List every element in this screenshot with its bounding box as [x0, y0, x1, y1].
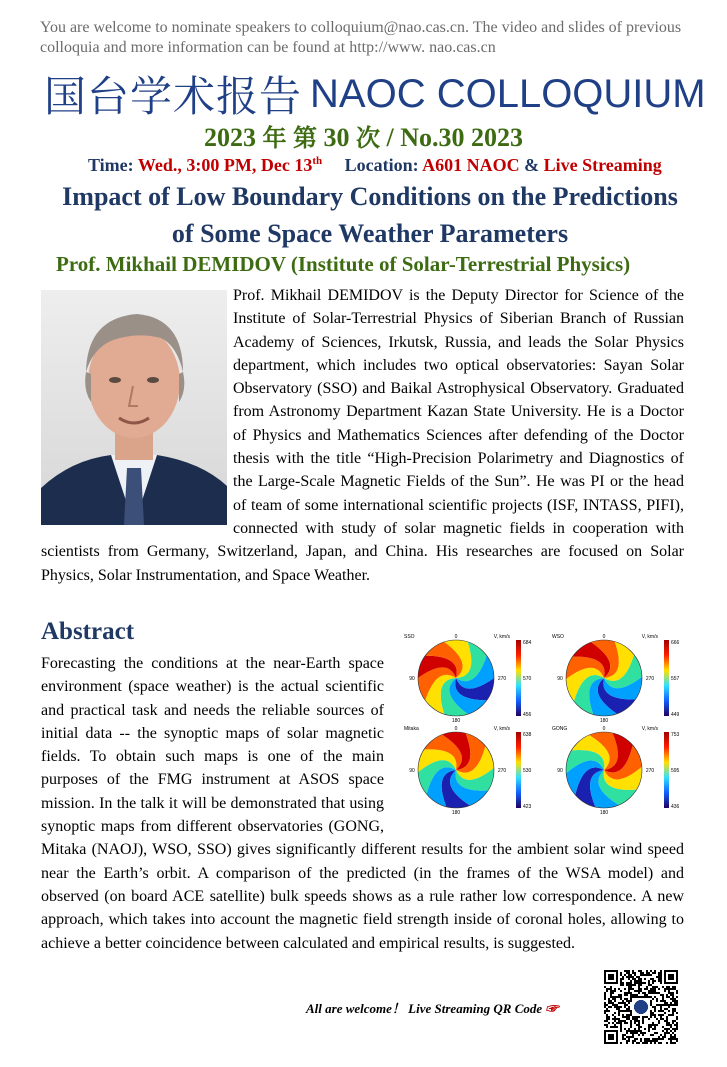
abstract-text: Forecasting the conditions at the near-Earth space environment (space weather) is the actual scientific and practical task and needs the reliable sources of initial data -- the synoptic maps of solar magnetic fields. To obtain such maps is one of the main purposes of the FMG instrument at ASOS space mission. In the talk it will be demonstrated that using synoptic maps from different observatories (GONG, Mitaka (NAOJ), WSO, SSO) gives significantly different results for the ambient solar wind speed near the Earth’s orbit. A comparison of the predicted (in the frames of the WSA model) and observed (on board ACE satellite) bulk speeds shows as a rule rather low correspondence. A new approach, which takes into account the magnetic field strength inside of coronal holes, allowing to achieve a better coincidence between calculated and empirical results, is suggested.	[41, 655, 684, 952]
map-unit: V, km/s	[493, 634, 510, 640]
map-tick-right: 270	[497, 768, 507, 774]
talk-title	[20, 178, 720, 252]
map-tick-left: 90	[409, 676, 415, 682]
nomination-intro: You are welcome to nominate speakers to colloquium@nao.cas.cn. The video and slides of previous colloquia and more information can be found at http://www. nao.cas.cn	[40, 19, 682, 56]
synoptic-map-wso	[552, 634, 680, 724]
map-scale-min: 449	[671, 712, 680, 718]
map-tick-top: 0	[454, 726, 458, 732]
map-unit: V, km/s	[641, 634, 658, 640]
map-scale-mid: 557	[671, 676, 680, 682]
location-value: A601 NAOC	[422, 155, 520, 175]
talk-title-line2: of Some Space Weather Parameters	[171, 219, 569, 248]
issue-ci: 次	[356, 124, 380, 152]
speaker-bio-text: Prof. Mikhail DEMIDOV is the Deputy Director for Science of the Institute of Solar-Terrestrial Physics of Siberian Branch of Russian Academy of Sciences, Irkutsk, Russia, and leads the Solar Physics department, which includes two optical observatories: Sayan Solar Observatory (SSO) and Baikal Astrophysical Observatory. Graduated from Astronomy Department Kazan State University. He is a Doctor of Physics and Mathematics Sciences after defending of the Doctor thesis with the title “High-Precision Polarimetry and Diagnostics of the Large-Scale Magnetic Fields of the Sun”. He was PI or the head of team of some international scientific projects (ISF, INTASS, PIFI), connected with study of solar magnetic fields in cooperation with scientists from Germany, Switzerland, Japan, and China. His researches are focused on Solar Physics, Solar Instrumentation, and Space Weather.	[41, 287, 684, 584]
synoptic-maps-figure	[398, 630, 692, 816]
issue-line	[0, 118, 727, 153]
map-colorbar	[516, 732, 521, 808]
speaker-photo	[41, 290, 227, 525]
colloquium-header	[44, 64, 704, 120]
map-scale-max: 666	[671, 640, 680, 646]
time-value: Wed., 3:00 PM, Dec 13	[137, 155, 313, 175]
header-cn-title: 国台学术报告	[44, 72, 303, 121]
synoptic-map-gong	[552, 726, 680, 816]
synoptic-map-mitaka	[404, 726, 532, 816]
location-label: Location:	[344, 155, 419, 175]
map-scale-max: 638	[523, 732, 532, 738]
map-colorbar	[664, 732, 669, 808]
map-tick-bottom: 180	[451, 810, 461, 816]
map-colorbar	[664, 640, 669, 716]
map-unit: V, km/s	[641, 726, 658, 732]
map-scale-min: 456	[523, 712, 532, 718]
hand-pointing-right-icon: ☞	[545, 1001, 559, 1016]
issue-year: 2023	[204, 123, 256, 152]
map-tick-left: 90	[409, 768, 415, 774]
map-name: WSO	[552, 634, 564, 640]
time-label: Time:	[88, 155, 134, 175]
map-scale-mid: 595	[671, 768, 680, 774]
header-en-title: NAOC COLLOQUIUM	[310, 71, 706, 116]
map-tick-right: 270	[497, 676, 507, 682]
map-name: Mitaka	[404, 726, 419, 732]
map-tick-top: 0	[602, 726, 606, 732]
map-tick-top: 0	[602, 634, 606, 640]
map-scale-max: 753	[671, 732, 680, 738]
live-streaming-qr-code[interactable]	[604, 970, 678, 1044]
map-name: GONG	[552, 726, 568, 732]
map-scale-min: 436	[671, 804, 680, 810]
issue-di: 第	[293, 124, 317, 152]
time-location-line	[88, 155, 708, 176]
welcome-note	[306, 998, 558, 1017]
map-tick-right: 270	[645, 768, 655, 774]
location-amp: &	[524, 155, 540, 175]
abstract-heading: Abstract	[41, 618, 135, 645]
map-scale-min: 423	[523, 804, 532, 810]
live-streaming-label: Live Streaming	[543, 155, 662, 175]
map-tick-bottom: 180	[599, 718, 609, 724]
map-tick-bottom: 180	[451, 718, 461, 724]
issue-number: 30	[323, 123, 350, 152]
map-tick-left: 90	[557, 676, 563, 682]
welcome-text: All are welcome！ Live Streaming QR Code	[306, 1001, 543, 1016]
map-scale-mid: 570	[523, 676, 532, 682]
time-sup: th	[312, 155, 323, 167]
map-unit: V, km/s	[493, 726, 510, 732]
map-scale-max: 684	[523, 640, 532, 646]
issue-rest: / No.30 2023	[386, 123, 523, 152]
issue-nian: 年	[262, 124, 287, 152]
map-tick-top: 0	[454, 634, 458, 640]
synoptic-map-sso	[404, 634, 532, 724]
talk-title-line1: Impact of Low Boundary Conditions on the Predictions	[62, 182, 678, 211]
map-tick-left: 90	[557, 768, 563, 774]
map-name: SSO	[404, 634, 415, 640]
map-scale-mid: 530	[523, 768, 532, 774]
speaker-name: Prof. Mikhail DEMIDOV (Institute of Solar-Terrestrial Physics)	[56, 252, 631, 276]
map-colorbar	[516, 640, 521, 716]
map-tick-bottom: 180	[599, 810, 609, 816]
map-tick-right: 270	[645, 676, 655, 682]
